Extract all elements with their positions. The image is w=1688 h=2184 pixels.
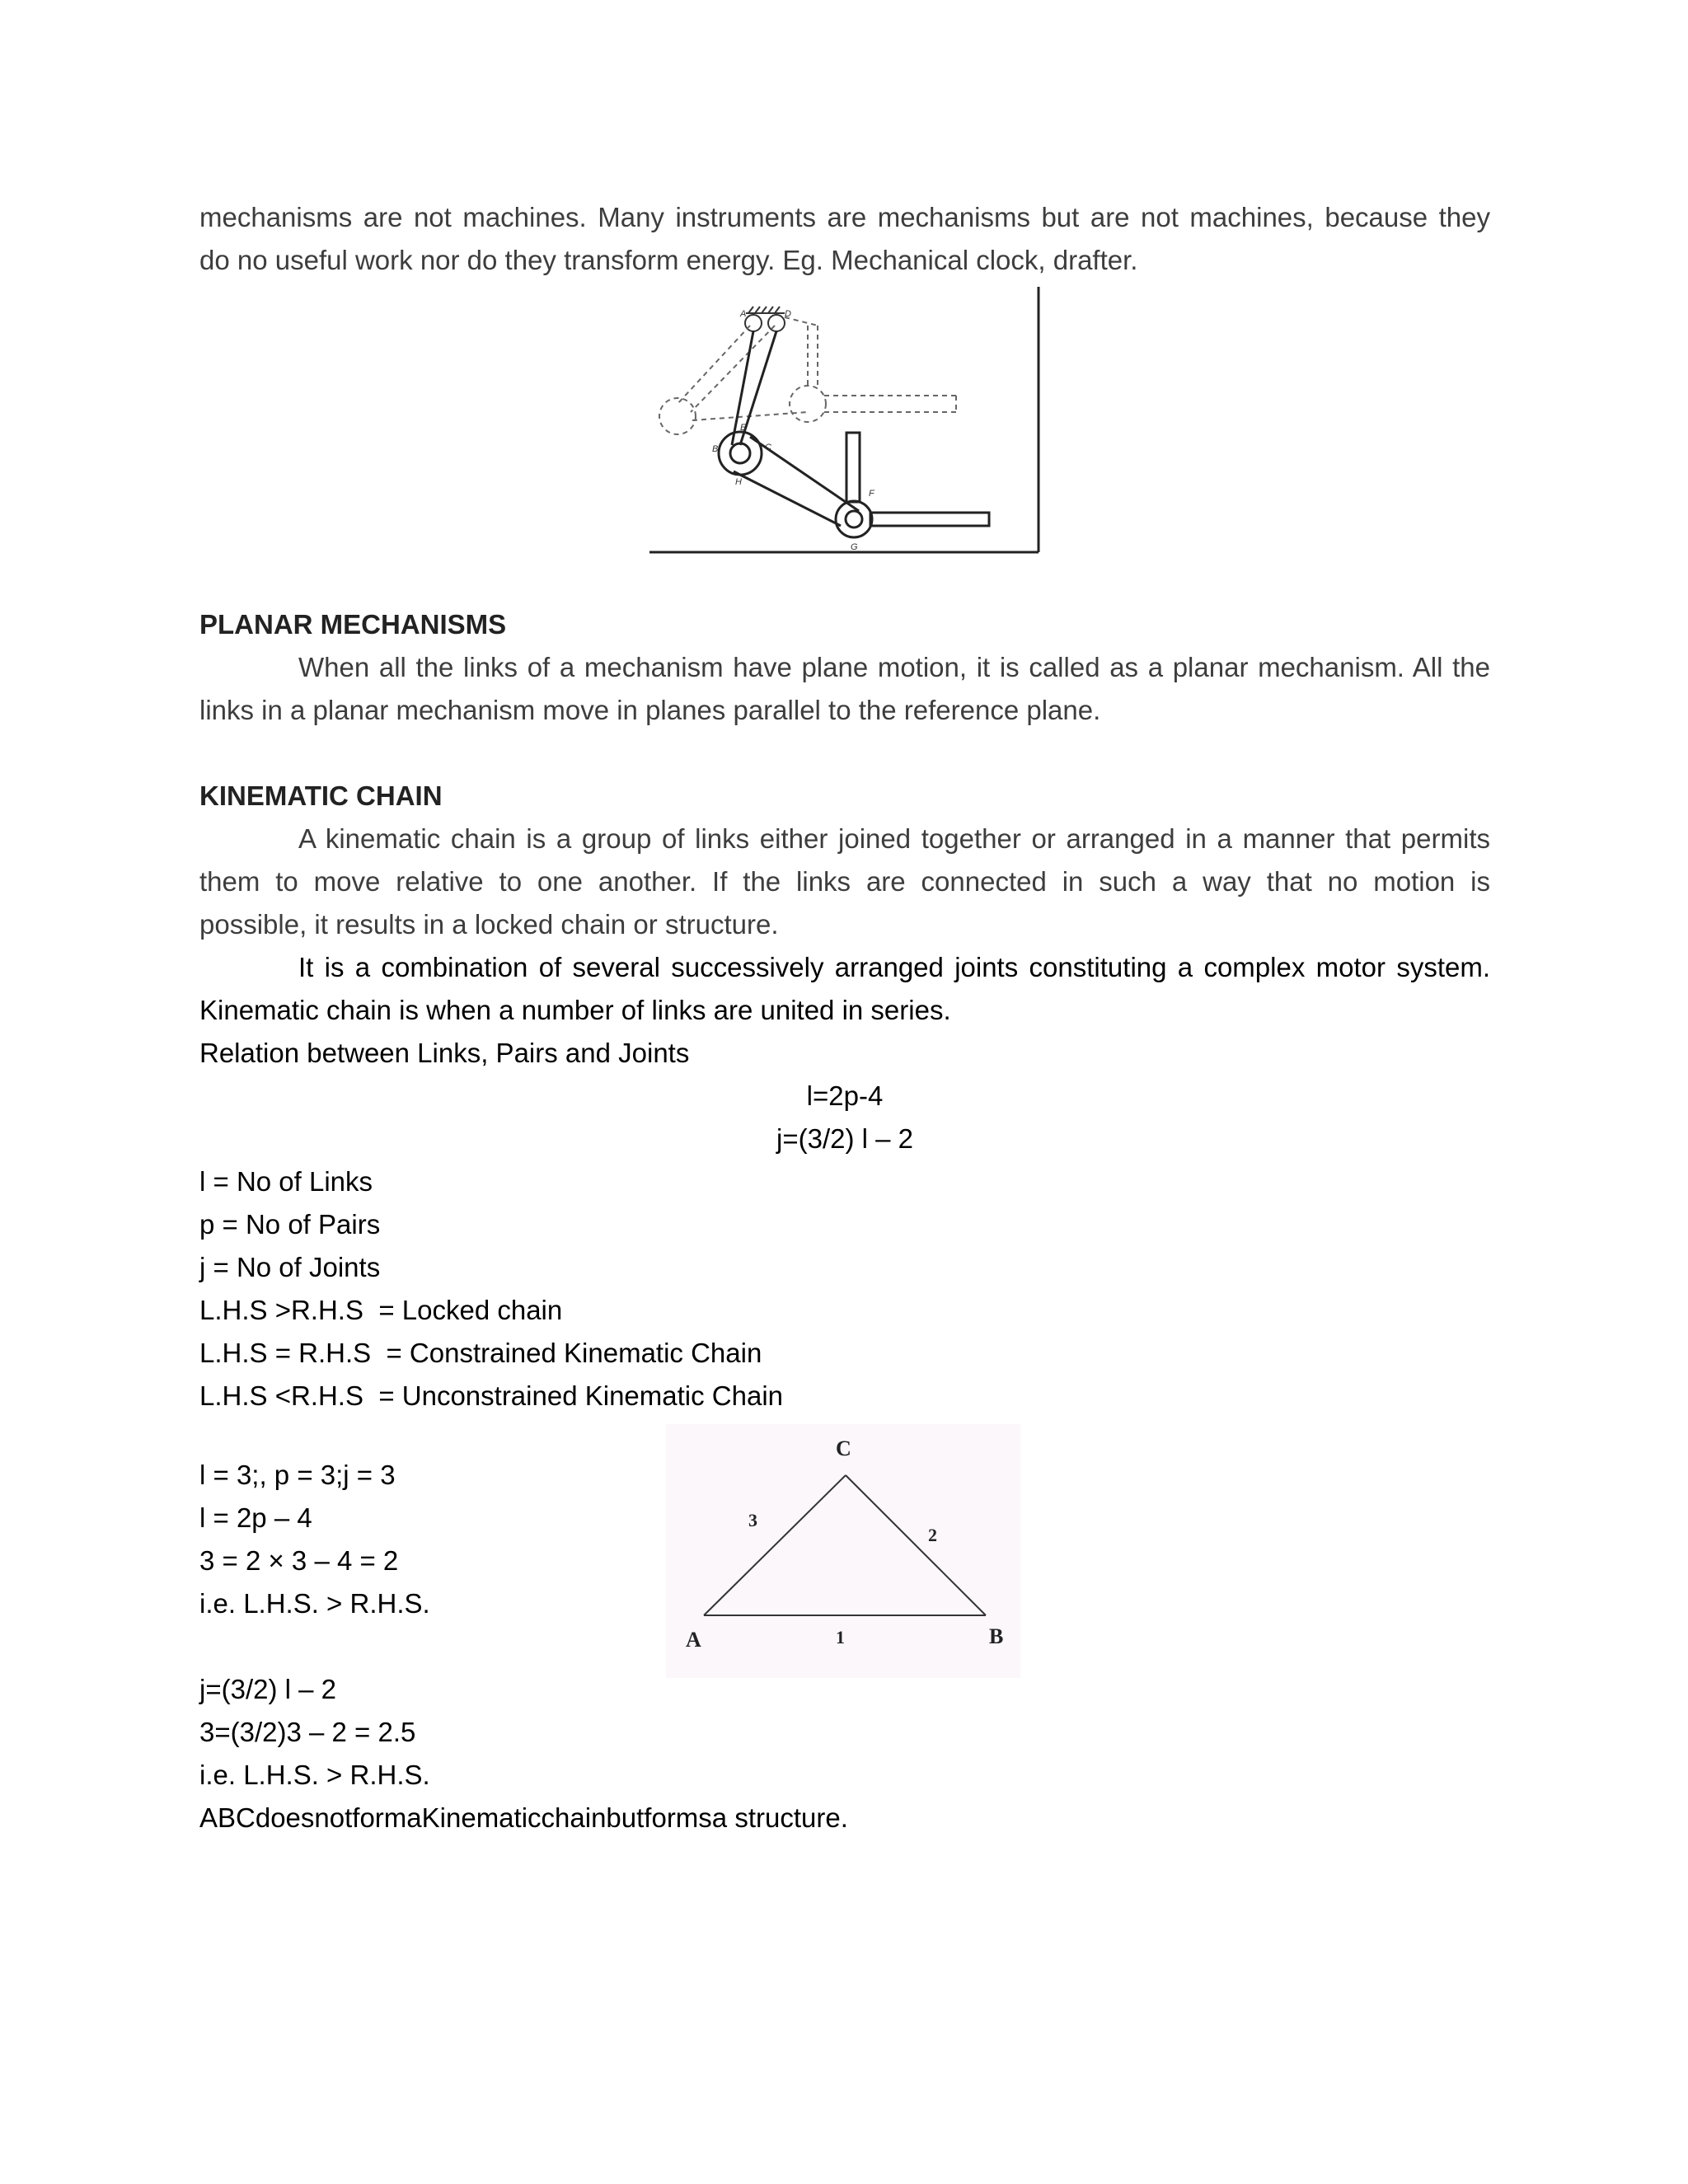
kinematic-p2-line-2: Kinematic chain is when a number of links are united in series.	[199, 995, 951, 1025]
label-f: F	[869, 489, 874, 499]
example-line-3: 3 = 2 × 3 – 4 = 2	[199, 1545, 399, 1576]
condition-locked: L.H.S >R.H.S = Locked chain	[199, 1295, 563, 1325]
label-a: A	[740, 309, 747, 319]
vertex-b: B	[989, 1624, 1004, 1648]
side-label-ab: 1	[836, 1627, 845, 1647]
ground-hatch	[746, 307, 785, 313]
kinematic-heading: KINEMATIC CHAIN	[199, 780, 443, 811]
intro-line-2: do no useful work nor do they transform energy. Eg. Mechanical clock, drafter.	[199, 245, 1138, 275]
relation-title: Relation between Links, Pairs and Joints	[199, 1038, 690, 1068]
kinematic-p1-line-1: A kinematic chain is a group of links either joined together or arranged in a manner that permits	[298, 823, 1490, 854]
example-line-7: i.e. L.H.S. > R.H.S.	[199, 1760, 430, 1790]
kinematic-p1-line-2: them to move relative to one another. If the links are connected in such a way that no motion is	[199, 866, 1490, 897]
label-d: D	[785, 309, 791, 319]
example-conclusion: ABCdoesnotformaKinematicchainbutformsa structure.	[199, 1802, 848, 1833]
label-c: C	[765, 443, 771, 452]
kinematic-p2-line-1: It is a combination of several successively arranged joints constituting a complex motor system.	[298, 952, 1490, 982]
definition-links: l = No of Links	[199, 1166, 373, 1197]
mechanism-figure	[643, 280, 1047, 560]
kinematic-p1-line-3: possible, it results in a locked chain or structure.	[199, 909, 779, 940]
example-line-6: 3=(3/2)3 – 2 = 2.5	[199, 1717, 416, 1747]
equation-2: j=(3/2) l – 2	[776, 1123, 913, 1154]
side-label-bc: 2	[928, 1525, 937, 1545]
example-line-4: i.e. L.H.S. > R.H.S.	[199, 1588, 430, 1619]
definition-pairs: p = No of Pairs	[199, 1209, 381, 1240]
label-b: B	[712, 444, 719, 454]
condition-unconstrained: L.H.S <R.H.S = Unconstrained Kinematic Chain	[199, 1380, 784, 1411]
planar-line-1: When all the links of a mechanism have plane motion, it is called as a planar mechanism. All the	[298, 652, 1490, 682]
label-g: G	[851, 542, 858, 552]
vertex-a: A	[686, 1628, 701, 1652]
example-line-5: j=(3/2) l – 2	[199, 1674, 336, 1704]
condition-constrained: L.H.S = R.H.S = Constrained Kinematic Chain	[199, 1338, 762, 1368]
equation-1: l=2p-4	[806, 1080, 884, 1111]
example-line-1: l = 3;, p = 3;j = 3	[199, 1460, 396, 1490]
vertex-c: C	[836, 1436, 851, 1460]
definition-joints: j = No of Joints	[199, 1252, 381, 1282]
side-label-ca: 3	[748, 1510, 757, 1530]
label-h: H	[735, 477, 742, 487]
label-e: E	[740, 423, 747, 433]
planar-heading: PLANAR MECHANISMS	[199, 609, 507, 640]
triangle-figure	[666, 1424, 1020, 1678]
example-line-2: l = 2p – 4	[199, 1502, 312, 1533]
intro-line-1: mechanisms are not machines. Many instruments are mechanisms but are not machines, because they	[199, 202, 1490, 232]
planar-line-2: links in a planar mechanism move in planes parallel to the reference plane.	[199, 695, 1101, 725]
